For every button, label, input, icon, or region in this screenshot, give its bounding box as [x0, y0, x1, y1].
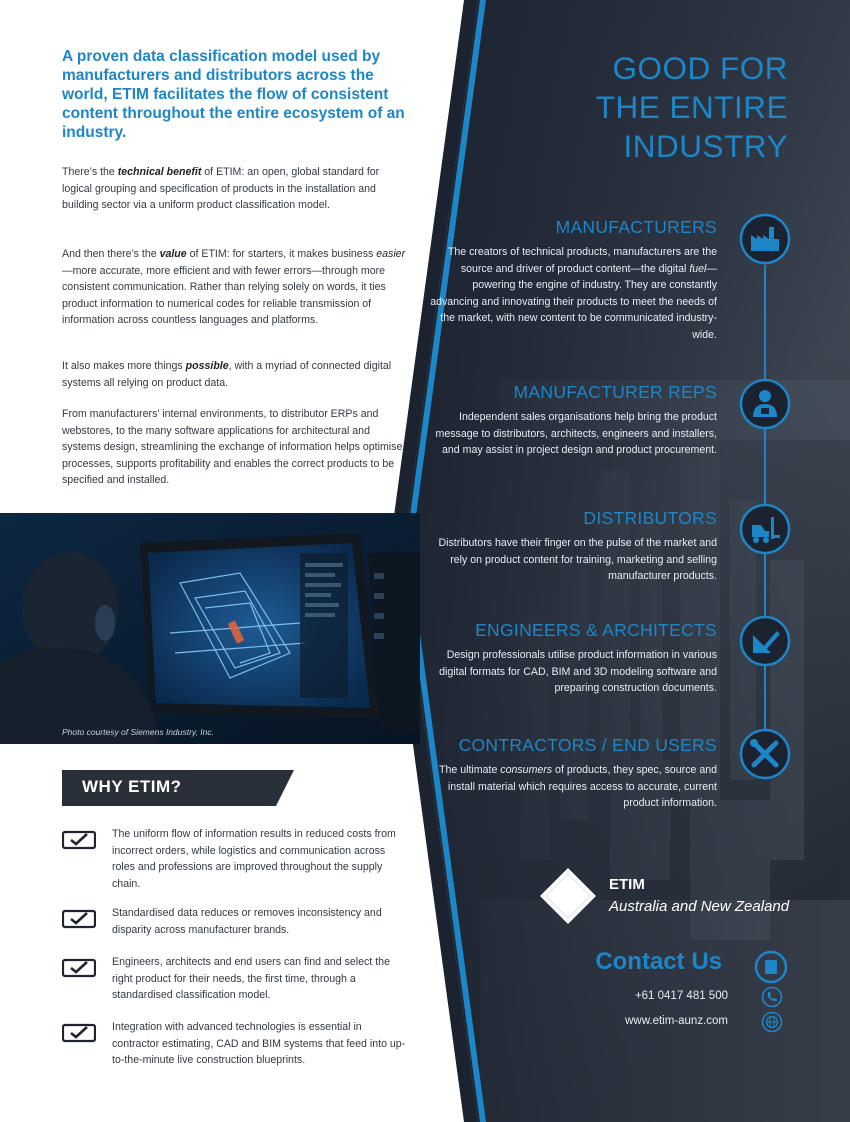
why-item-1	[62, 826, 407, 890]
sector-title: DISTRIBUTORS	[583, 508, 717, 528]
title-line: INDUSTRY	[623, 128, 788, 164]
why-item-text: Standardised data reduces or removes inconsistency and disparity across manufacturer brands.	[112, 907, 382, 936]
why-item-4	[62, 1019, 407, 1079]
sector-manufacturers	[430, 217, 717, 344]
body-paragraph-2: And then there’s the value of ETIM: for starters, it makes business easier—more accurate, more efficient and with fewer errors—through more consistent communication. Rather than relying solely on words, it ties product information to numerical codes for reliable transmission of information across countless languages and platforms.	[62, 248, 406, 327]
drafting-icon	[739, 615, 791, 667]
checkbox-icon	[62, 830, 96, 850]
etim-logo	[538, 866, 598, 926]
sector-text: The ultimate consumers of products, they spec, source and install material which requires access to accurate, current product information.	[439, 764, 717, 810]
intro-heading: A proven data classification model used by manufacturers and distributors across the world, ETIM facilitates the flow of consistent content throughout the entire ecosystem of an industry.	[62, 48, 405, 141]
title-line: GOOD FOR	[612, 50, 788, 86]
sector-title: CONTRACTORS / END USERS	[458, 735, 717, 755]
why-item-text: Engineers, architects and end users can find and select the right product for their needs, the first time, through a standardised classification model.	[112, 956, 390, 1002]
body-paragraph-4: From manufacturers’ internal environments, to distributor ERPs and webstores, to the many software applications for architectural and systems design, streamlining the exchange of information helps optimise processes, supports profitability and enables the correct products to be specified and installed.	[62, 408, 403, 487]
good-for-industry-title	[540, 49, 788, 166]
sector-manufacturer-reps	[430, 382, 717, 459]
globe-icon	[761, 1011, 783, 1033]
sector-contractors-end-users	[430, 735, 717, 812]
sector-title: ENGINEERS & ARCHITECTS	[475, 620, 717, 640]
contact-website[interactable]: www.etim-aunz.com	[625, 1015, 728, 1027]
sector-text: Independent sales organisations help bring the product message to distributors, architects, engineers and installers, and may assist in project design and product procurement.	[435, 411, 717, 457]
checkbox-icon	[62, 1023, 96, 1043]
why-item-text: The uniform flow of information results in reduced costs from incorrect orders, while logistics and communication across roles and professions are improved throughout the supply chain.	[112, 828, 396, 890]
phone-icon	[761, 986, 783, 1008]
sector-text: Design professionals utilise product information in various digital formats for CAD, BIM and 3D modeling software and preparing construction documents.	[439, 649, 717, 695]
etim-region: Australia and New Zealand	[609, 898, 790, 915]
why-item-3	[62, 954, 407, 1014]
tools-icon	[739, 728, 791, 780]
sector-distributors	[430, 508, 717, 585]
contact-card-icon	[754, 950, 788, 984]
sector-title: MANUFACTURER REPS	[513, 382, 717, 402]
why-item-text: Integration with advanced technologies is essential in contractor estimating, CAD and BIM systems that feed into up-to-the-minute live construction blueprints.	[112, 1021, 406, 1067]
photo-credit: Photo courtesy of Siemens Industry, Inc.	[62, 727, 214, 737]
sales-rep-icon	[739, 378, 791, 430]
body-paragraph-1: There’s the technical benefit of ETIM: an open, global standard for logical grouping and specification of products in the installation and building sector via a uniform product classification model.	[62, 166, 380, 212]
sector-text: The creators of technical products, manufacturers are the source and driver of product content—the digital fuel—powering the engine of industry. They are constantly advancing and innovating their products to meet the needs of the market, with new content to be communicated industry-wide.	[430, 246, 717, 341]
sector-engineers-architects	[430, 620, 717, 697]
checkbox-icon	[62, 909, 96, 929]
sector-title: MANUFACTURERS	[555, 217, 717, 237]
engineer-monitor-photo	[0, 513, 420, 744]
contact-phone[interactable]: +61 0417 481 500	[634, 990, 728, 1002]
etim-brand-name: ETIM	[609, 876, 645, 893]
factory-icon	[739, 213, 791, 265]
contact-title: Contact Us	[595, 948, 722, 975]
body-paragraph-3: It also makes more things possible, with a myriad of connected digital systems all relying on product data.	[62, 360, 392, 389]
forklift-icon	[739, 503, 791, 555]
checkbox-icon	[62, 958, 96, 978]
title-line: THE ENTIRE	[595, 89, 788, 125]
why-etim-title: WHY ETIM?	[82, 777, 182, 796]
sector-text: Distributors have their finger on the pulse of the market and rely on product content for training, marketing and selling manufacturer products.	[438, 537, 717, 583]
